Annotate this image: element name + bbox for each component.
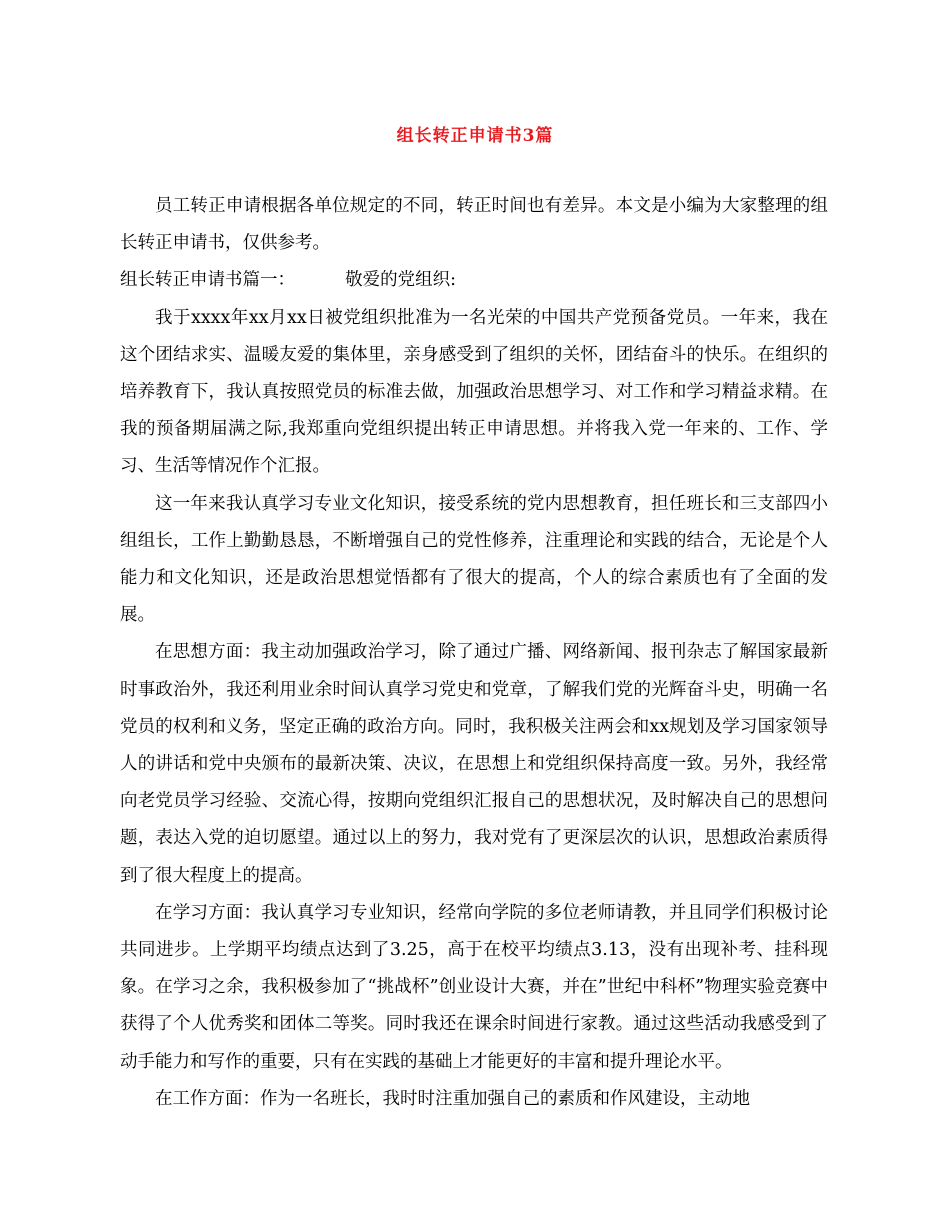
intro-paragraph: 员工转正申请根据各单位规定的不同，转正时间也有差异。本文是小编为大家整理的组长转正申请书，仅供参考。 (120, 196, 828, 254)
document-body (120, 188, 828, 1118)
body-paragraph: 在思想方面：我主动加强政治学习，除了通过广播、网络新闻、报刊杂志了解国家最新时事政治外，我还利用业余时间认真学习党史和党章，了解我们党的光辉奋斗史，明确一名党员的权利和义务，坚定正确的政治方向。同时，我积极关注两会和xx规划及学习国家领导人的讲话和党中央颁布的最新决策、决议，在思想上和党组织保持高度一致。另外，我经常向老党员学习经验、交流心得，按期向党组织汇报自己的思想状况，及时解决自己的思想问题，表达入党的迫切愿望。通过以上的努力，我对党有了更深层次的认识，思想政治素质得到了很大程度上的提高。 (120, 642, 828, 886)
salutation: 敬爱的党组织: (345, 270, 456, 291)
section-heading: 组长转正申请书篇一： (120, 270, 295, 291)
section-heading-line (120, 262, 828, 299)
body-paragraph: 我于xxxx年xx月xx日被党组织批准为一名光荣的中国共产党预备党员。一年来，我在这个团结求实、温暖友爱的集体里，亲身感受到了组织的关怀，团结奋斗的快乐。在组织的培养教育下，我认真按照党员的标准去做，加强政治思想学习、对工作和学习精益求精。在我的预备期届满之际,我郑重向党组织提出转正申请思想。并将我入党一年来的、工作、学习、生活等情况作个汇报。 (120, 307, 828, 477)
body-paragraph: 在工作方面：作为一名班长，我时时注重加强自己的素质和作风建设，主动地 (155, 1088, 750, 1109)
body-paragraph: 在学习方面：我认真学习专业知识，经常向学院的多位老师请教，并且同学们积极讨论共同进步。上学期平均绩点达到了3.25，高于在校平均绩点3.13，没有出现补考、挂科现象。在学习之余，我积极参加了“挑战杯”创业设计大赛，并在”世纪中科杯”物理实验竞赛中获得了个人优秀奖和团体二等奖。同时我还在课余时间进行家教。通过这些活动我感受到了动手能力和写作的重要，只有在实践的基础上才能更好的丰富和提升理论水平。 (120, 902, 828, 1072)
document-title: 组长转正申请书3篇 (396, 126, 554, 146)
body-paragraph: 这一年来我认真学习专业文化知识，接受系统的党内思想教育，担任班长和三支部四小组组长，工作上勤勤恳恳，不断增强自己的党性修养，注重理论和实践的结合，无论是个人能力和文化知识，还是政治思想觉悟都有了很大的提高，个人的综合素质也有了全面的发展。 (120, 493, 828, 626)
